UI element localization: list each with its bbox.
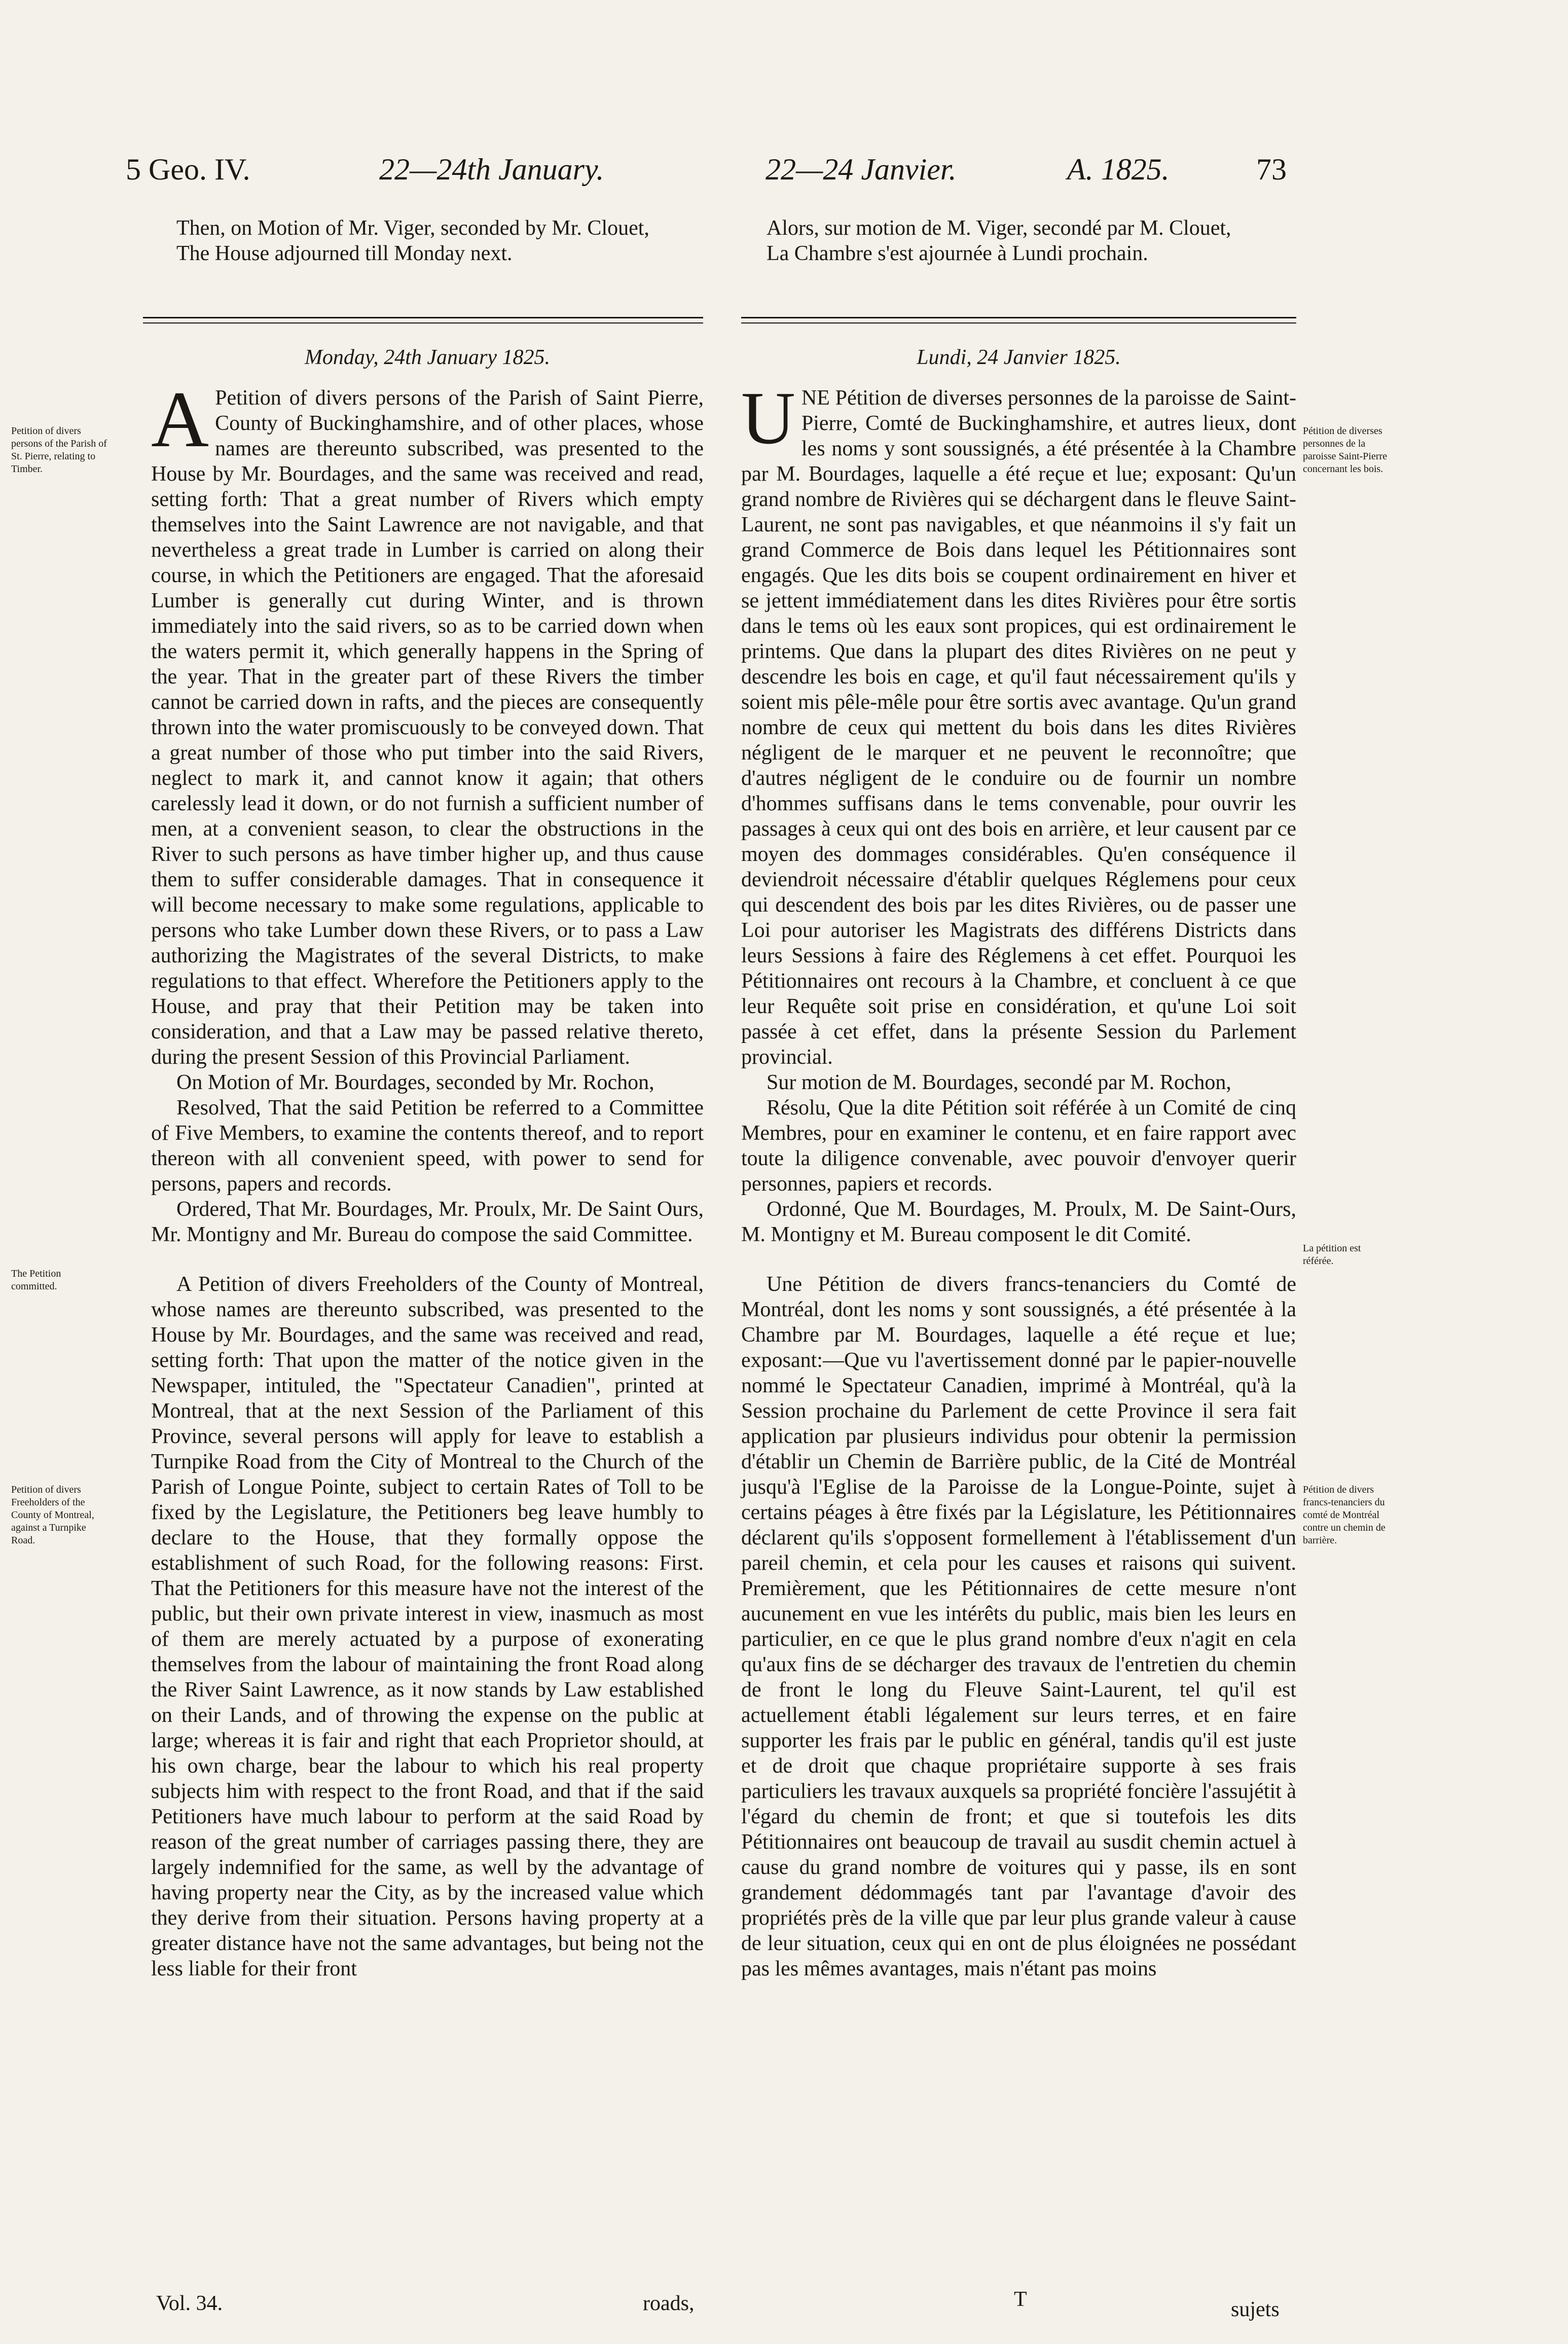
- ordered-committee-fr: Ordonné, Que M. Bourdages, M. Proulx, M. De Saint-Ours, M. Montigny et M. Bureau composent le dit Comité.: [741, 1198, 1296, 1246]
- double-rule-en-top: [143, 317, 703, 318]
- petition-timber-fr: [741, 377, 1296, 1070]
- catchword-en: roads,: [643, 2292, 695, 2315]
- margin-note-committed-en: The Petition committed.: [11, 1268, 61, 1292]
- adjourn-text-en: The House adjourned till Monday next.: [176, 242, 513, 265]
- double-rule-fr-bottom: [741, 322, 1296, 323]
- ordered-committee-en: Ordered, That Mr. Bourdages, Mr. Proulx, Mr. De Saint Ours, Mr. Montigny and Mr. Bureau do compose the said Committee.: [151, 1198, 704, 1246]
- volume-number: Vol. 34.: [156, 2292, 223, 2315]
- drop-cap-fr: U: [741, 377, 795, 460]
- motion-text-en: Then, on Motion of Mr. Viger, seconded by Mr. Clouet,: [176, 217, 649, 240]
- double-rule-en-bottom: [143, 322, 703, 323]
- adjourn-text-fr: La Chambre s'est ajournée à Lundi prochain.: [767, 242, 1148, 265]
- motion-rochon-fr: Sur motion de M. Bourdages, secondé par M. Rochon,: [767, 1071, 1231, 1094]
- page-number: 73: [1256, 153, 1287, 186]
- date-heading-fr: Lundi, 24 Janvier 1825.: [917, 346, 1121, 369]
- double-rule-fr-top: [741, 317, 1296, 318]
- margin-note-turnpike-fr: Pétition de divers francs-tenanciers du comté de Montréal contre un chemin de barrière.: [1303, 1484, 1385, 1546]
- adjournment-en: [151, 215, 704, 266]
- petition-timber-text-en: Petition of divers persons of the Parish of Saint Pierre, County of Buckinghamshire, and of other places, whose names are thereunto subscribed, was presented to the House by Mr. Bourdages, and the same was received and read, setting forth: That a great number of Rivers which empty themselves into the Saint Lawrence are not navigable, and that nevertheless a great trade in Lumber is carried on along their course, in which the Petitioners are engaged. That the aforesaid Lumber is generally cut during Winter, and is thrown immediately into the said rivers, so as to be carried down when the waters permit it, which generally happens in the Spring of the year. That in the greater part of these Rivers the timber cannot be carried down in rafts, and the pieces are consequently thrown into the water promiscuously to be conveyed down. That a great number of those who put timber into the said Rivers, neglect to mark it, and cannot know it again; that others carelessly lead it down, or do not furnish a sufficient number of men, at a convenient season, to clear the obstructions in the River to such persons as have timber higher up, and thus cause them to suffer considerable damages. That in consequence it will become necessary to make some regulations, applicable to persons who take Lumber down these Rivers, or to pass a Law authorizing the Magistrates of the several Districts, to make regulations to that effect. Wherefore the Petitioners apply to the House, and pray that their Petition may be taken into consideration, and that a Law may be passed relative thereto, during the present Session of this Provincial Parliament.: [151, 386, 704, 1069]
- drop-cap-en: A: [151, 375, 209, 464]
- signature-mark: T: [1014, 2288, 1027, 2311]
- motion-rochon-en: On Motion of Mr. Bourdages, seconded by Mr. Rochon,: [176, 1071, 654, 1094]
- motion-text-fr: Alors, sur motion de M. Viger, secondé par M. Clouet,: [767, 217, 1231, 240]
- header-date-en: 22—24th January.: [379, 153, 604, 186]
- resolved-committee-en: Resolved, That the said Petition be referred to a Committee of Five Members, to examine the contents thereof, and to report thereon with all convenient speed, with power to send for persons, papers and records.: [151, 1096, 704, 1196]
- resolved-committee-fr: Résolu, Que la dite Pétition soit référée à un Comité de cinq Membres, pour en examiner le contenu, et en faire rapport avec toute la diligence convenable, avec pouvoir d'envoyer querir personnes, papiers et records.: [741, 1096, 1296, 1196]
- margin-note-timber-en: Petition of divers persons of the Parish of St. Pierre, relating to Timber.: [11, 425, 107, 475]
- margin-note-turnpike-en: Petition of divers Freeholders of the County of Montreal, against a Turnpike Road.: [11, 1484, 94, 1546]
- header-date-fr: 22—24 Janvier.: [765, 153, 957, 186]
- margin-note-timber-fr: Pétition de diverses personnes de la paroisse Saint-Pierre concernant les bois.: [1303, 425, 1388, 475]
- adjournment-fr: [741, 215, 1296, 266]
- header-year: A. 1825.: [1067, 153, 1170, 186]
- catchword-fr: sujets: [1231, 2298, 1280, 2321]
- petition-turnpike-en: A Petition of divers Freeholders of the County of Montreal, whose names are thereunto subscribed, was presented to the House by Mr. Bourdages, and the same was received and read, setting forth: That upon the matter of the notice given in the Newspaper, intituled, the "Spectateur Canadien", printed at Montreal, that at the next Session of the Parliament of this Province, several persons will apply for leave to establish a Turnpike Road from the City of Montreal to the Church of the Parish of Longue Pointe, subject to certain Rates of Toll to be fixed by the Legislature, the Petitioners beg leave humbly to declare to the House, that they formally oppose the establishment of such Road, for the following reasons: First. That the Petitioners for this measure have not the interest of the public, but their own private interest in view, inasmuch as most of them are merely actuated by a purpose of exonerating themselves from the labour of maintaining the front Road along the River Saint Lawrence, as it now stands by Law established on their Lands, and of throwing the expense on the public at large; whereas it is fair and right that each Proprietor should, at his own charge, bear the labour to which his real property subjects him with respect to the front Road, and that if the said Petitioners have much labour to perform at the said Road by reason of the great number of carriages passing there, they are largely indemnified for the same, as well by the advantage of having property near the City, as by the increased value which they derive from their situation. Persons having property at a greater distance have not the same advantages, but being not the less liable for their front: [151, 1273, 704, 1980]
- margin-note-committed-fr: La pétition est référée.: [1303, 1243, 1361, 1267]
- date-heading-en: Monday, 24th January 1825.: [304, 346, 551, 369]
- petition-timber-en: [151, 375, 704, 1070]
- petition-turnpike-fr: Une Pétition de divers francs-tenanciers du Comté de Montréal, dont les noms y sont soussignés, a été présentée à la Chambre par M. Bourdages, laquelle a été reçue et lue; exposant:—Que vu l'avertissement donné par le papier-nouvelle nommé le Spectateur Canadien, imprimé à Montréal, qu'à la Session prochaine du Parlement de cette Province il sera fait application par plusieurs individus pour obtenir la permission d'établir un Chemin de Barrière public, de la Cité de Montréal jusqu'à l'Eglise de la Paroisse de la Longue-Pointe, sujet à certains péages à être fixés par la Législature, les Pétitionnaires déclarent qu'ils s'opposent formellement à l'établissement d'un pareil chemin, et cela pour les causes et raisons qui suivent. Premièrement, que les Pétitionnaires de cette mesure n'ont aucunement en vue les intérêts du public, mais bien les leurs en particulier, en ce que le plus grand nombre d'eux n'agit en cela qu'aux fins de se décharger des travaux de l'entretien du chemin de front le long du Fleuve Saint-Laurent, tel qu'il est actuellement établi légalement sur leurs terres, et en faire supporter les frais par le public en général, tandis qu'il est juste et de droit que chaque propriétaire supporte à ses frais particuliers les travaux auxquels sa propriété foncière l'assujétit à l'égard du chemin de front; et que si toutefois les dits Pétitionnaires ont beaucoup de travail au susdit chemin actuel à cause du grand nombre de voitures qui y passe, ils en sont grandement dédommagés tant par l'avantage d'avoir des propriétés près de la ville que par leur plus grande valeur à cause de leur situation, ceux qui en ont de plus éloignées ne possédant pas les mêmes avantages, mais n'étant pas moins: [741, 1273, 1296, 1980]
- column-en: [151, 345, 704, 1981]
- petition-timber-text-fr: NE Pétition de diverses personnes de la paroisse de Saint-Pierre, Comté de Buckinghamshire, et autres lieux, dont les noms y sont soussignés, a été présentée à la Chambre par M. Bourdages, laquelle a été reçue et lue; exposant: Qu'un grand nombre de Rivières qui se déchargent dans le fleuve Saint-Laurent, ne sont pas navigables, et que néanmoins il s'y fait un grand Commerce de Bois dans lequel les Pétitionnaires sont engagés. Que les dits bois se coupent ordinairement en hiver et se jettent immédiatement dans les dites Rivières pour être sortis dans le tems où les eaux sont propices, qui est ordinairement le printems. Que dans la plupart des dites Rivières on ne peut y descendre les bois en cage, et qu'il faut nécessairement qu'ils y soient mis pêle-mêle pour être sortis avec avantage. Qu'un grand nombre de ceux qui mettent du bois dans les dites Rivières négligent de le marquer et ne peuvent le reconnoître; que d'autres négligent de le conduire ou de fournir un nombre d'hommes suffisans dans le tems convenable, pour ouvrir les passages à ceux qui ont des bois en arrière, et leur causent par ce moyen des dommages considérables. Qu'en conséquence il deviendroit nécessaire d'établir quelques Réglemens pour ceux qui descendent des bois par les dites Rivières, ou de passer une Loi pour autoriser les Magistrats des différens Districts dans leurs Sessions à faire des Réglemens à cet effet. Pourquoi les Pétitionnaires ont recours à la Chambre, et concluent à ce que leur Requête soit prise en considération, et qu'une Loi soit passée à cet effet, dans la présente Session du Parlement provincial.: [741, 386, 1296, 1069]
- header-regnal-year: 5 Geo. IV.: [126, 153, 250, 186]
- column-fr: [741, 345, 1296, 1981]
